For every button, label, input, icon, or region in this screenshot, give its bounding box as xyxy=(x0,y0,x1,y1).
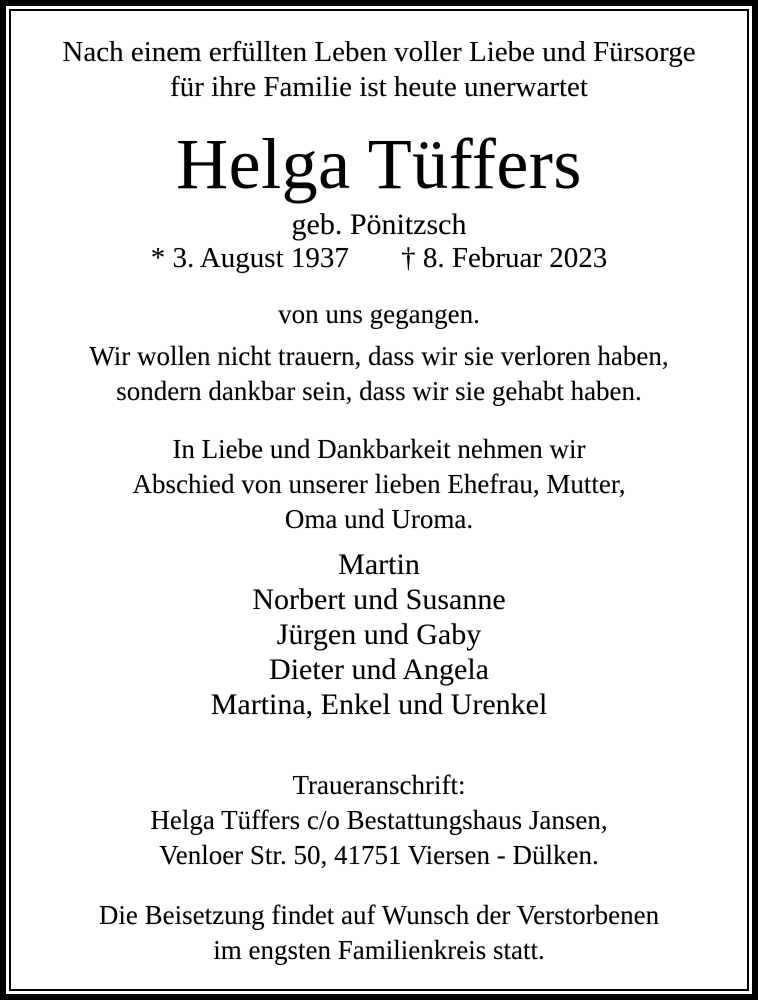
condolence-address-line-1: Helga Tüffers c/o Bestattungshaus Jansen, xyxy=(150,805,608,835)
farewell-line-2: Abschied von unserer lieben Ehefrau, Mutter, xyxy=(132,469,626,499)
life-dates xyxy=(11,241,747,276)
maiden-name: geb. Pönitzsch xyxy=(291,208,467,241)
funeral-note-line-1: Die Beisetzung findet auf Wunsch der Verstorbenen xyxy=(98,900,660,930)
funeral-note-line-2: im engsten Familienkreis statt. xyxy=(213,935,545,965)
mourner-entry: Jürgen und Gaby xyxy=(276,618,482,651)
farewell-line-3: Oma und Uroma. xyxy=(284,504,474,534)
birth-date: * 3. August 1937 xyxy=(150,242,349,274)
verse-text xyxy=(11,339,747,409)
verse-line-1: Wir wollen nicht trauern, dass wir sie verloren haben, xyxy=(89,341,669,371)
condolence-address-label: Traueranschrift: xyxy=(292,770,466,800)
intro-line-2: für ihre Familie ist heute unerwartet xyxy=(170,71,588,103)
mourners-list xyxy=(11,547,747,722)
mourner-entry: Dieter und Angela xyxy=(269,653,489,686)
mourner-entry: Martina, Enkel und Urenkel xyxy=(210,688,548,721)
passing-line: von uns gegangen. xyxy=(278,299,480,329)
death-date: † 8. Februar 2023 xyxy=(401,242,608,274)
mourner-entry: Martin xyxy=(338,548,420,581)
farewell-text xyxy=(11,432,747,537)
deceased-name: Helga Tüffers xyxy=(176,124,582,204)
funeral-note xyxy=(11,898,747,968)
verse-line-2: sondern dankbar sein, dass wir sie gehabt haben. xyxy=(116,376,642,406)
condolence-address xyxy=(11,768,747,873)
farewell-line-1: In Liebe und Dankbarkeit nehmen wir xyxy=(172,434,586,464)
intro-line-1: Nach einem erfüllten Leben voller Liebe und Fürsorge xyxy=(62,36,696,68)
intro-text xyxy=(11,35,747,105)
condolence-address-line-2: Venloer Str. 50, 41751 Viersen - Dülken. xyxy=(159,840,599,870)
mourner-entry: Norbert und Susanne xyxy=(252,583,506,616)
obituary-content xyxy=(11,11,747,989)
